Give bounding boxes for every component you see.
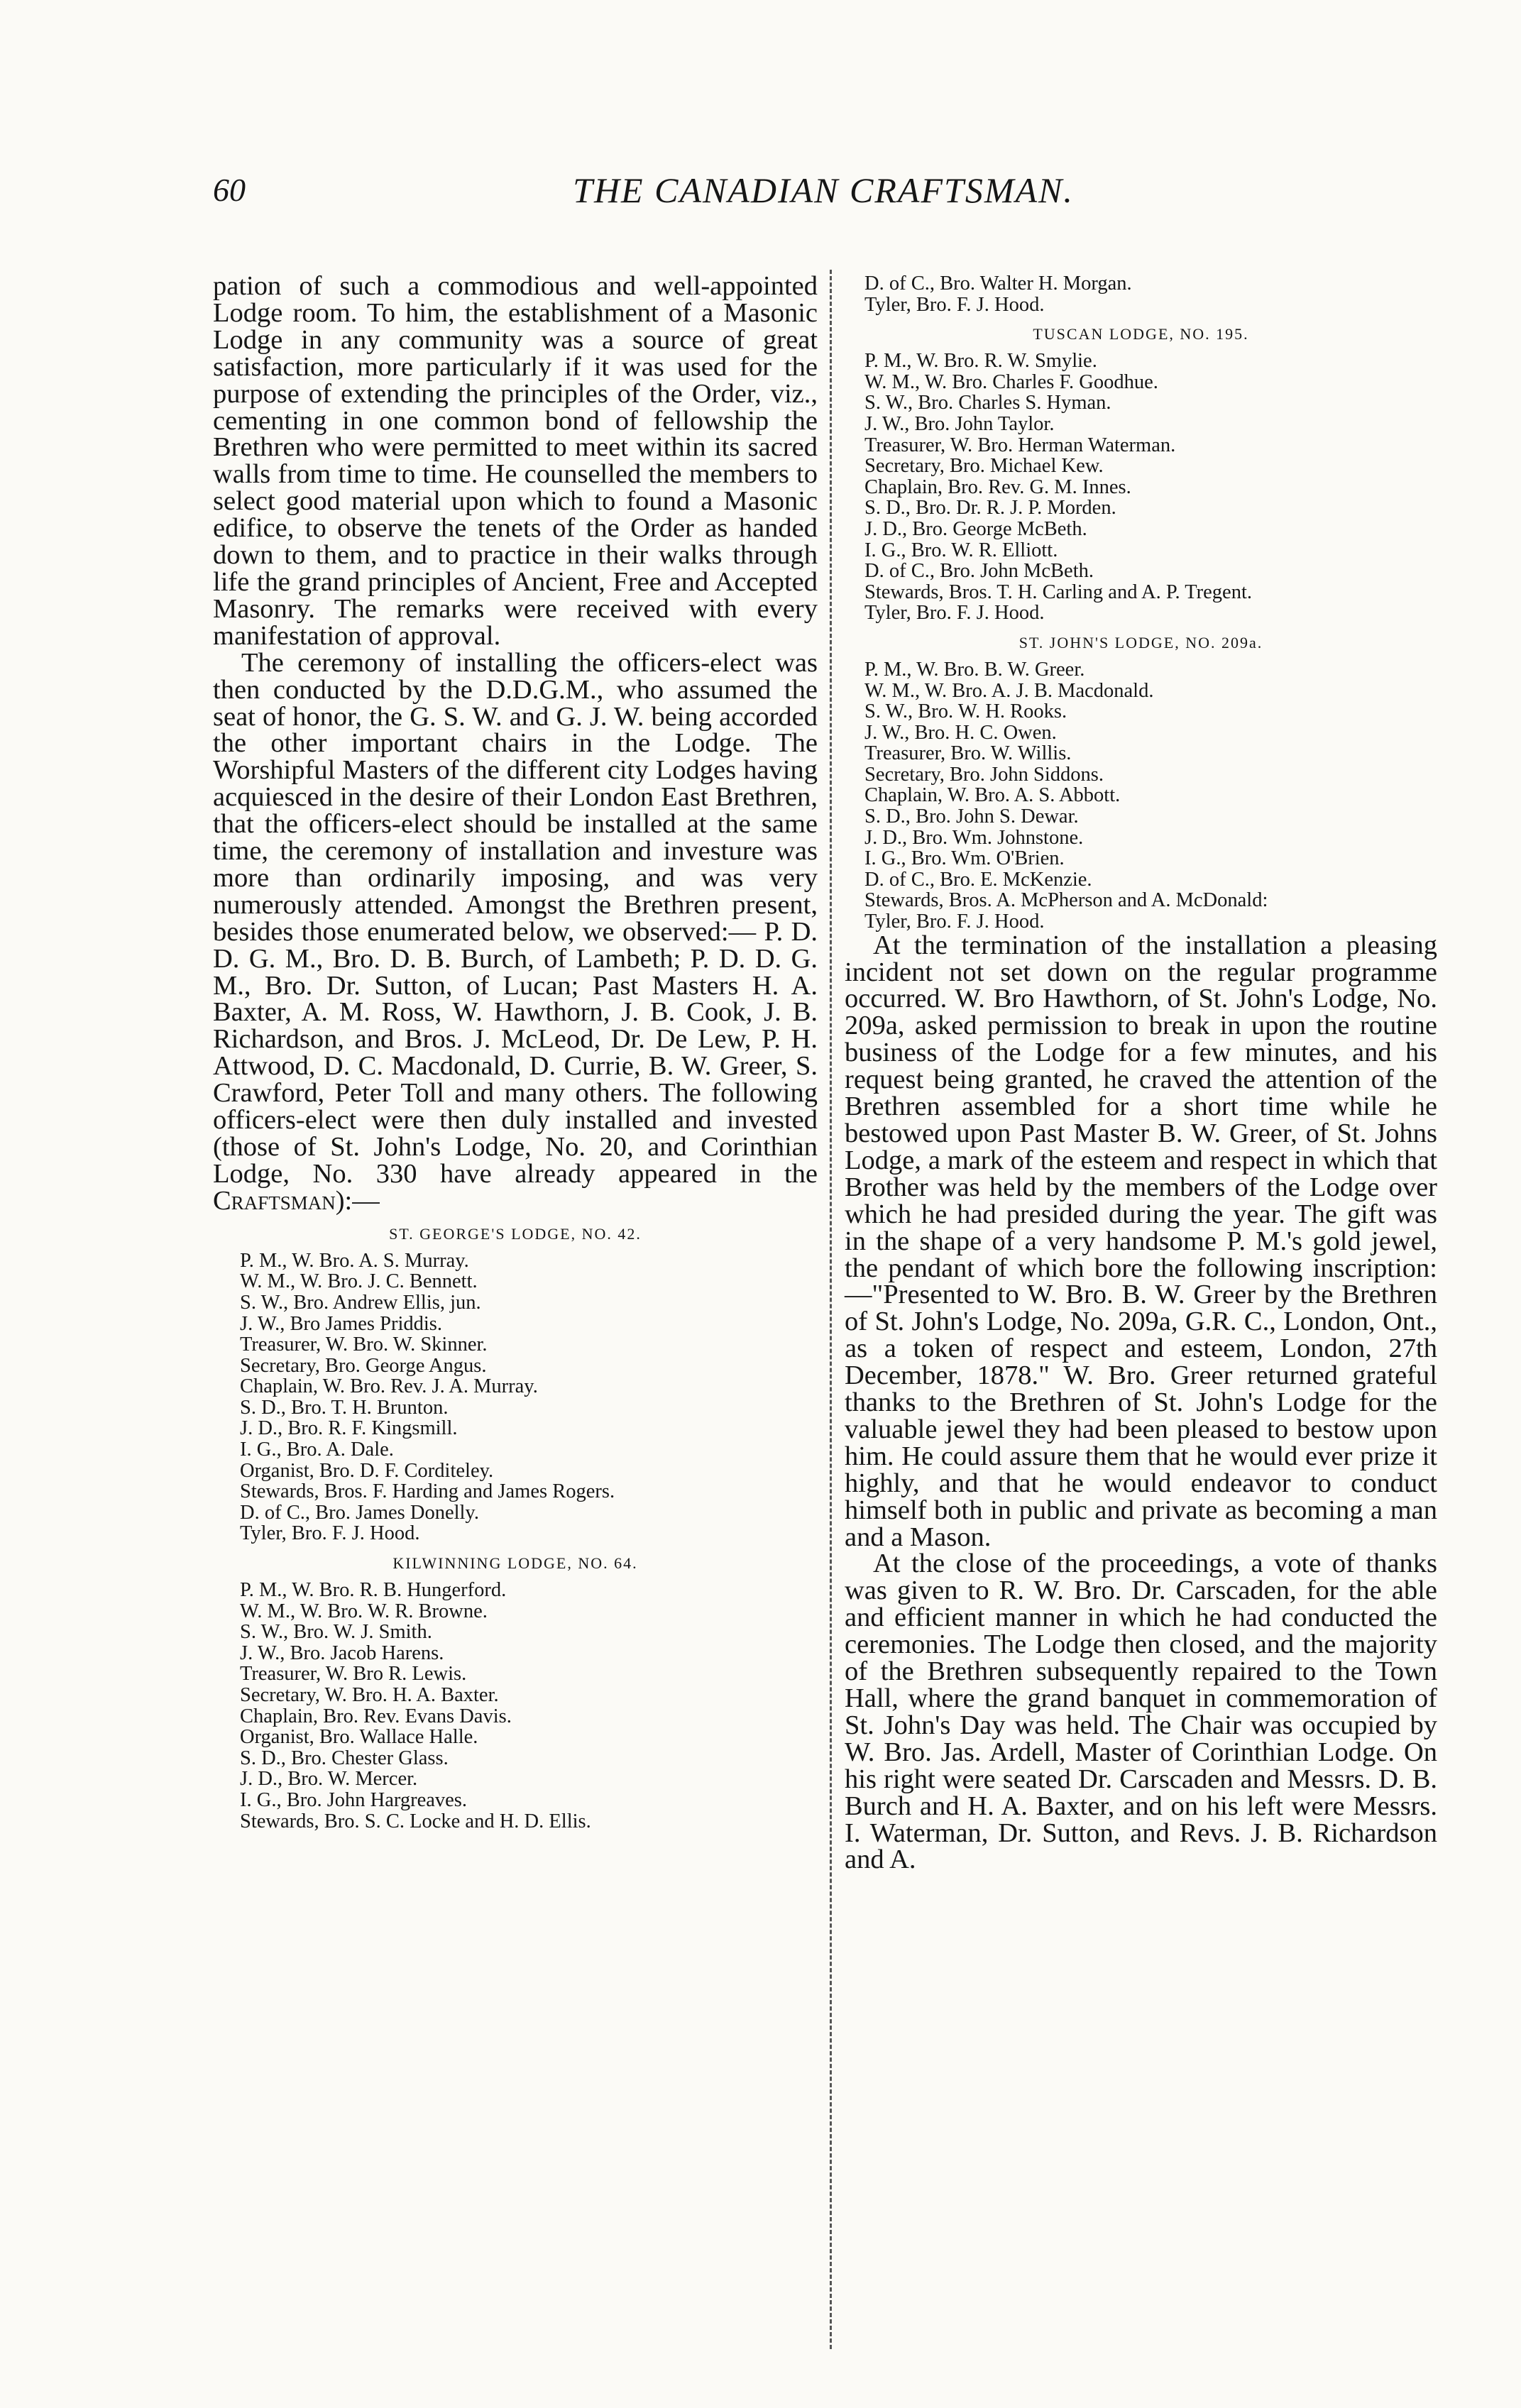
officer-entry: D. of C., Bro. Walter H. Morgan.	[864, 273, 1132, 295]
officer-entry: I. G., Bro. John Hargreaves.	[240, 1788, 468, 1811]
officer-entry: S. W., Bro. W. J. Smith.	[240, 1621, 432, 1644]
officer-list	[845, 351, 1437, 624]
officer-entry: Treasurer, W. Bro R. Lewis.	[240, 1663, 467, 1686]
officer-entry: S. D., Bro. John S. Dewar.	[864, 806, 1079, 828]
officer-entry: J. D., Bro. W. Mercer.	[240, 1768, 418, 1791]
paragraph-end: ):—	[335, 1185, 380, 1216]
left-column	[213, 273, 818, 1832]
officer-entry: Stewards, Bro. S. C. Locke and H. D. Ellis.	[240, 1810, 591, 1832]
lodge-title: TUSCAN LODGE, NO. 195.	[1033, 325, 1249, 343]
officer-entry: J. W., Bro. Jacob Harens.	[240, 1642, 444, 1664]
officer-entry: Chaplain, W. Bro. Rev. J. A. Murray.	[240, 1375, 538, 1398]
paragraph: At the close of the proceedings, a vote of thanks was given to R. W. Bro. Dr. Carscaden, for the able and efficient manner in which he had conducted the ceremonies. The Lodge then closed, and the majority of the Brethren subsequently repaired to the Town Hall, where the grand banquet in commemoration of St. John's Day was held. The Chair was occupied by W. Bro. Jas. Ardell, Master of Corinthian Lodge. On his right were seated Dr. Carscaden and Messrs. D. B. Burch and H. A. Baxter, and on his left were Messrs. I. Waterman, Dr. Sutton, and Revs. J. B. Richardson and A.	[845, 1549, 1437, 1875]
lodge-title: ST. JOHN'S LODGE, NO. 209a.	[1018, 633, 1263, 652]
officer-entry: I. G., Bro. W. R. Elliott.	[864, 539, 1058, 561]
officer-entry: Treasurer, W. Bro. Herman Waterman.	[864, 434, 1176, 456]
officer-entry: Treasurer, W. Bro. W. Skinner.	[240, 1334, 488, 1356]
page-number: 60	[213, 172, 246, 208]
officer-entry: Secretary, W. Bro. H. A. Baxter.	[240, 1684, 499, 1706]
running-title: THE CANADIAN CRAFTSMAN.	[573, 170, 1074, 210]
paragraph: At the termination of the installation a pleasing incident not set down on the regular programme occurred. W. Bro Hawthorn, of St. John's Lodge, No. 209a, asked permission to break in upon the routine business of the Lodge for a few minutes, and his request being granted, he craved the attention of the Brethren assembled for a short time while he bestowed upon Past Master B. W. Greer, of St. Johns Lodge, a mark of the esteem and respect in which that Brother was held by the members of the Lodge over which he had presided during the year. The gift was in the shape of a very handsome P. M.'s gold jewel, the pendant of which bore the following inscription:—"Presented to W. Bro. B. W. Greer by the Brethren of St. John's Lodge, No. 209a, G.R. C., London, Ont., as a token of respect and esteem, London, 27th December, 1878." W. Bro. Greer returned grateful thanks to the Brethren of St. John's Lodge for the valuable jewel they had been pleased to bestow upon him. He could assure them that he would ever prize it highly, and that he would endeavor to conduct himself both in public and private as becoming a man and a Mason.	[845, 930, 1437, 1552]
officer-entry: P. M., W. Bro. B. W. Greer.	[864, 658, 1085, 681]
officer-list	[845, 659, 1437, 933]
officer-list	[213, 1580, 818, 1832]
officer-entry: J. D., Bro. R. F. Kingsmill.	[240, 1417, 458, 1440]
officer-entry: P. M., W. Bro. A. S. Murray.	[240, 1249, 469, 1272]
officer-entry: W. M., W. Bro. W. R. Browne.	[240, 1600, 488, 1622]
officer-entry: Tyler, Bro. F. J. Hood.	[864, 911, 1045, 933]
officer-entry: J. W., Bro James Priddis.	[240, 1312, 443, 1335]
officer-entry: J. D., Bro. George McBeth.	[864, 517, 1087, 540]
officer-entry: S. D., Bro. Chester Glass.	[240, 1747, 449, 1769]
officer-entry: I. G., Bro. A. Dale.	[240, 1439, 394, 1461]
officer-entry: J. D., Bro. Wm. Johnstone.	[864, 826, 1084, 849]
officer-entry: S. D., Bro. Dr. R. J. P. Morden.	[864, 497, 1116, 519]
officer-entry: D. of C., Bro. E. McKenzie.	[864, 868, 1092, 891]
officer-entry: S. W., Bro. Charles S. Hyman.	[864, 392, 1111, 414]
lodge-title: ST. GEORGE'S LODGE, NO. 42.	[389, 1224, 642, 1243]
officer-entry: Tyler, Bro. F. J. Hood.	[864, 293, 1045, 316]
officer-entry: Tyler, Bro. F. J. Hood.	[864, 602, 1045, 625]
officer-list	[213, 1250, 818, 1544]
paragraph: pation of such a commodious and well-appointed Lodge room. To him, the establishment of a Masonic Lodge in any community was a source of great satisfaction, more particularly if it was used for the purpose of extending the principles of the Order, viz., cementing in one common bond of fellowship the Brethren who were permitted to meet within its sacred walls from time to time. He counselled the members to select good material upon which to found a Masonic edifice, to observe the tenets of the Order as handed down to them, and to practice in their walks through life the grand principles of Ancient, Free and Accepted Masonry. The remarks were received with every manifestation of approval.	[213, 271, 818, 651]
officer-entry: W. M., W. Bro. A. J. B. Macdonald.	[864, 679, 1154, 702]
officer-entry: W. M., W. Bro. Charles F. Goodhue.	[864, 370, 1158, 393]
officer-list-continued	[845, 273, 1437, 315]
officer-entry: Stewards, Bros. A. McPherson and A. McDonald:	[864, 889, 1268, 912]
officer-entry: S. W., Bro. Andrew Ellis, jun.	[240, 1291, 481, 1314]
officer-entry: D. of C., Bro. John McBeth.	[864, 560, 1094, 583]
journal-name: Craftsman	[213, 1185, 336, 1216]
officer-entry: Secretary, Bro. George Angus.	[240, 1354, 487, 1377]
paragraph	[213, 647, 818, 1216]
officer-entry: I. G., Bro. Wm. O'Brien.	[864, 847, 1065, 870]
lodge-title: KILWINNING LODGE, NO. 64.	[392, 1554, 638, 1573]
officer-entry: D. of C., Bro. James Donelly.	[240, 1501, 479, 1524]
column-divider	[830, 270, 832, 2349]
officer-entry: P. M., W. Bro. R. B. Hungerford.	[240, 1579, 507, 1602]
officer-entry: Chaplain, Bro. Rev. G. M. Innes.	[864, 475, 1131, 498]
officer-entry: Stewards, Bros. T. H. Carling and A. P. Tregent.	[864, 581, 1252, 603]
right-column	[845, 273, 1437, 1874]
officer-entry: J. W., Bro. John Taylor.	[864, 412, 1055, 435]
officer-entry: J. W., Bro. H. C. Owen.	[864, 721, 1057, 744]
officer-entry: Secretary, Bro. Michael Kew.	[864, 455, 1104, 478]
officer-entry: S. W., Bro. W. H. Rooks.	[864, 700, 1067, 723]
officer-entry: Secretary, Bro. John Siddons.	[864, 763, 1104, 786]
officer-entry: Tyler, Bro. F. J. Hood.	[240, 1522, 420, 1545]
officer-entry: P. M., W. Bro. R. W. Smylie.	[864, 350, 1097, 373]
officer-entry: S. D., Bro. T. H. Brunton.	[240, 1396, 449, 1419]
officer-entry: Treasurer, Bro. W. Willis.	[864, 742, 1072, 765]
officer-entry: Chaplain, W. Bro. A. S. Abbott.	[864, 784, 1121, 807]
officer-entry: W. M., W. Bro. J. C. Bennett.	[240, 1270, 478, 1293]
paragraph-text: The ceremony of installing the officers-elect was then conducted by the D.D.G.M., who assumed the seat of honor, the G. S. W. and G. J. W. being accorded the other important chairs in the Lodge. The Worshipful Masters of the different city Lodges having acquiesced in the desire of their London East Brethren, that the officers-elect should be installed at the same time, the ceremony of installation and investure was more than ordinarily imposing, and was very numerously attended. Amongst the Brethren present, besides those enumerated below, we observed:— P. D. D. G. M., Bro. D. B. Burch, of Lambeth; P. D. D. G. M., Bro. Dr. Sutton, of Lucan; Past Masters H. A. Baxter, A. M. Ross, W. Hawthorn, J. B. Cook, J. B. Richardson, and Bros. J. McLeod, Dr. De Lew, P. H. Attwood, D. C. Macdonald, D. Currie, B. W. Greer, S. Crawford, Peter Toll and many others. The following officers-elect were then duly installed and invested (those of St. John's Lodge, No. 20, and Corinthian Lodge, No. 330 have already appeared in the	[213, 647, 818, 1189]
officer-entry: Stewards, Bros. F. Harding and James Rogers.	[240, 1480, 615, 1503]
officer-entry: Chaplain, Bro. Rev. Evans Davis.	[240, 1705, 512, 1727]
officer-entry: Organist, Bro. Wallace Halle.	[240, 1726, 478, 1749]
page-header	[213, 167, 1434, 216]
officer-entry: Organist, Bro. D. F. Corditeley.	[240, 1459, 494, 1482]
